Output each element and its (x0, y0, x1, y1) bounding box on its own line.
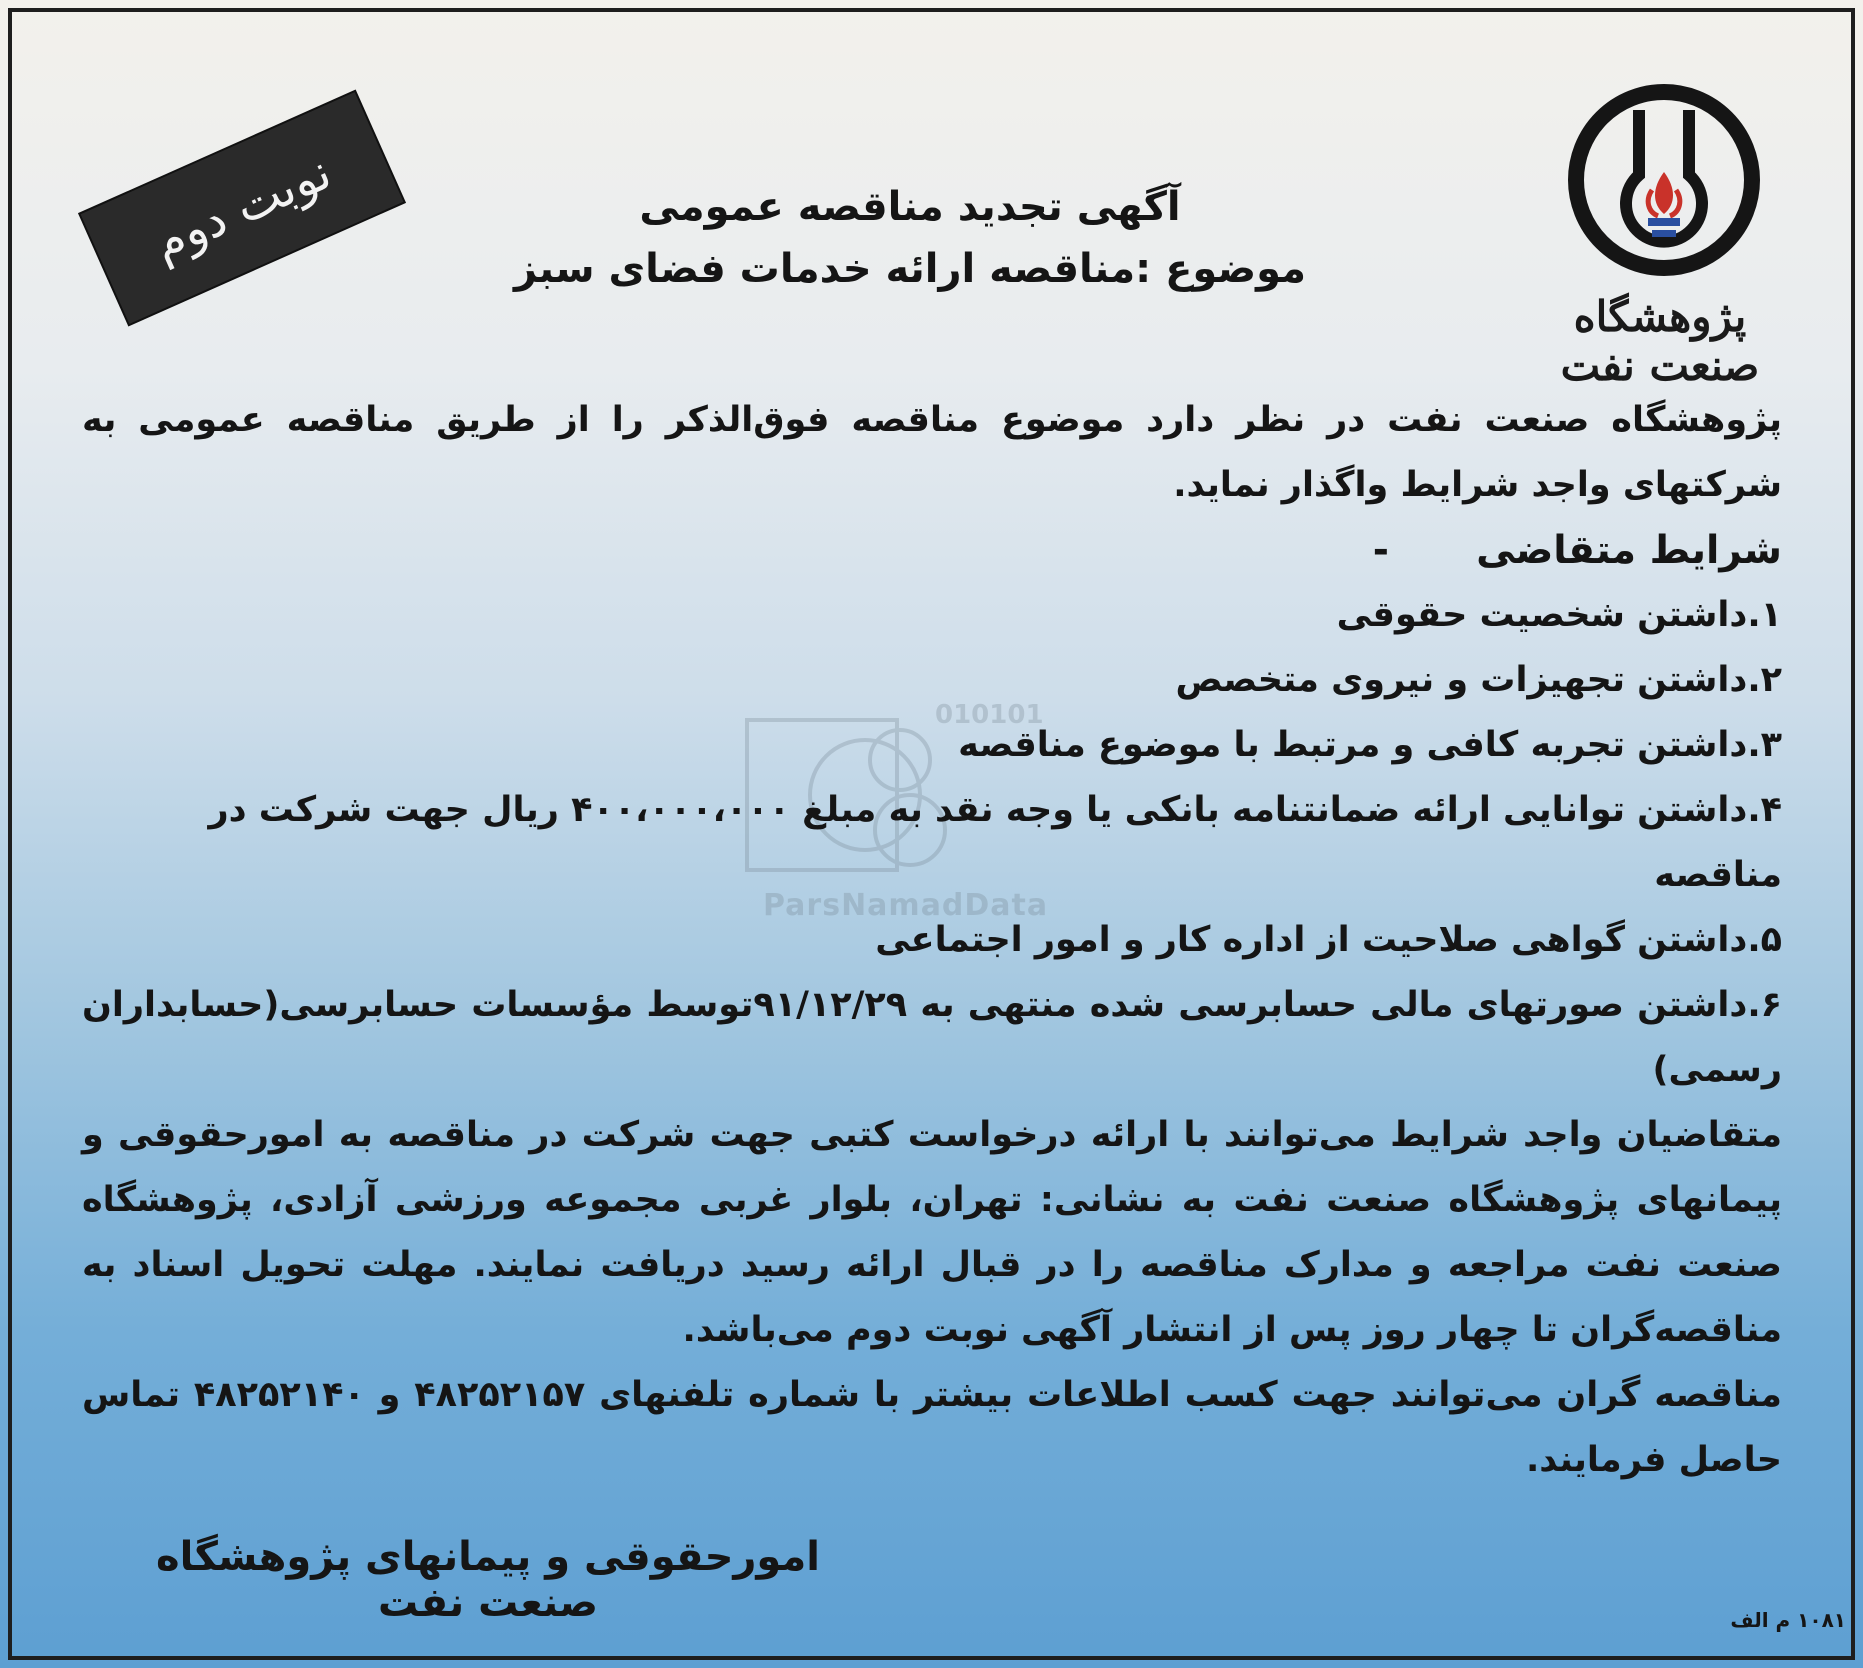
logo-caption: پژوهشگاه صنعت نفت (1560, 292, 1760, 390)
condition-item-2: ۲.داشتن تجهیزات و نیروی متخصص (1175, 660, 1782, 700)
conditions-heading-dash: - (1372, 528, 1389, 573)
condition-item-6: ۶.داشتن صورتهای مالی حسابرسی شده منتهی به ۹۱/۱۲/۲۹توسط مؤسسات حسابرسی(حسابداران رسمی) (82, 985, 1782, 1090)
institute-logo (1502, 80, 1822, 390)
watermark-text: ParsNamadData (763, 888, 1049, 923)
conditions-heading (82, 518, 1782, 583)
title-line-1: آگهی تجدید مناقصه عمومی (639, 184, 1181, 230)
signature: امورحقوقی و پیمانهای پژوهشگاه صنعت نفت (156, 1534, 820, 1626)
conditions-heading-text: شرایط متقاضی (1476, 528, 1782, 573)
condition-item-3: ۳.داشتن تجربه کافی و مرتبط با موضوع مناقصه (958, 725, 1782, 765)
notice-title (500, 176, 1320, 300)
condition-item-1: ۱.داشتن شخصیت حقوقی (1336, 595, 1782, 635)
instructions-paragraph: متقاضیان واجد شرایط می‌توانند با ارائه درخواست کتبی جهت شرکت در مناقصه به امورحقوقی و پیمانهای پژوهشگاه صنعت نفت به نشانی: تهران، بلوار غربی مجموعه ورزشی آزادی، پژوهشگاه صنعت نفت مراجعه و مدارک مناقصه را در قبال ارائه رسید دریافت نمایند. مهلت تحویل اسناد به مناقصه‌گران تا چهار روز پس از انتشار آگهی نوبت دوم می‌باشد. (82, 1115, 1782, 1350)
notice-code: ۱۰۸۱ م الف (1730, 1608, 1846, 1632)
condition-item-4: ۴.داشتن توانایی ارائه ضمانتنامه بانکی یا وجه نقد به مبلغ ۴۰۰،۰۰۰،۰۰۰ ریال جهت شرکت در مناقصه (208, 790, 1782, 895)
watermark-digits: 010101 (935, 700, 1044, 730)
badge-text: نوبت دوم (144, 144, 340, 272)
title-line-2: موضوع :مناقصه ارائه خدمات فضای سبز (514, 246, 1306, 292)
intro-paragraph: پژوهشگاه صنعت نفت در نظر دارد موضوع مناقصه فوق‌الذکر را از طریق مناقصه عمومی به شرکتهای واجد شرایط واگذار نماید. (82, 400, 1782, 505)
flame-flask-logo-icon (1502, 80, 1822, 300)
condition-item-5: ۵.داشتن گواهی صلاحیت از اداره کار و امور اجتماعی (875, 920, 1782, 960)
contact-paragraph: مناقصه گران می‌توانند جهت کسب اطلاعات بیشتر با شماره تلفنهای ۴۸۲۵۲۱۵۷ و ۴۸۲۵۲۱۴۰ تماس حاصل فرمایند. (82, 1375, 1782, 1480)
notice-body (82, 388, 1782, 1493)
